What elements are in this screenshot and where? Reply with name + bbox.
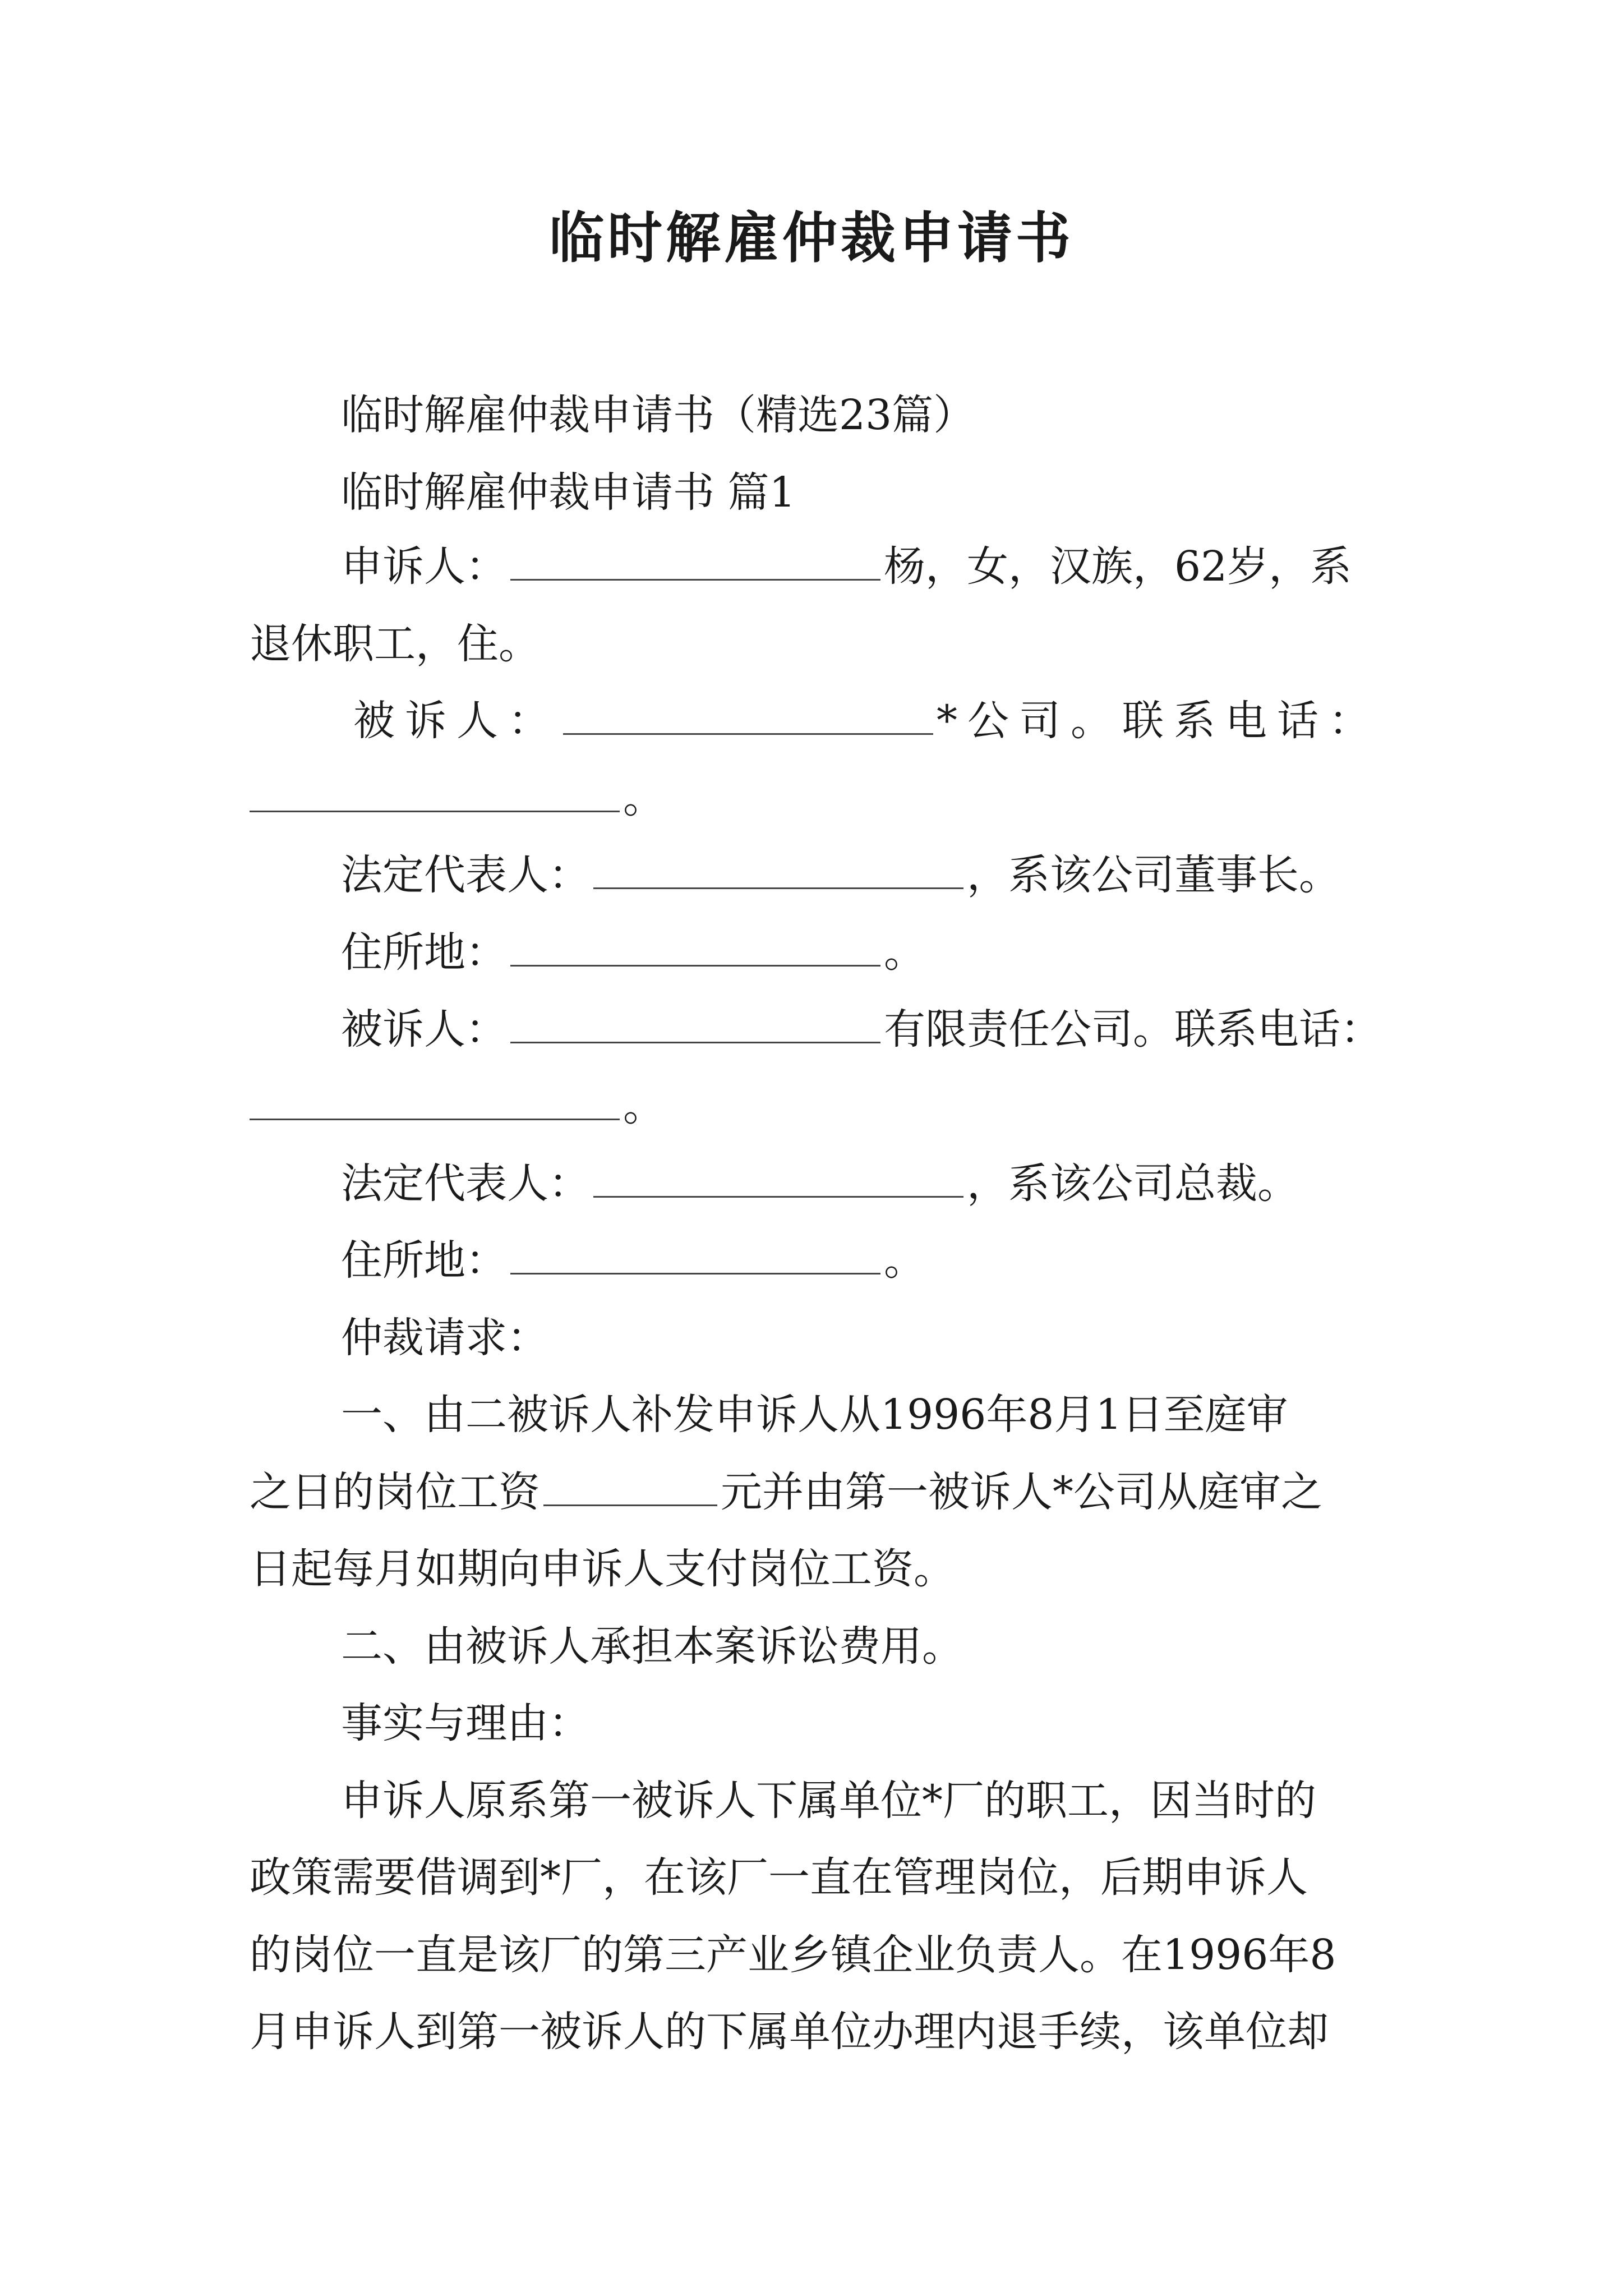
- respondent1-text: *公司。联系电话：: [937, 697, 1380, 745]
- rep1-text: ，系该公司董事长。: [967, 851, 1340, 899]
- respondent1-phone-blank[interactable]: [250, 776, 620, 812]
- claim1-line2a: 之日的岗位工资: [250, 1468, 540, 1516]
- facts-line: 政策需要借调到*厂，在该厂一直在管理岗位，后期申诉人: [250, 1853, 1308, 1902]
- rep1-line: [341, 847, 1340, 903]
- respondent2-text: 有限责任公司。联系电话：: [884, 1005, 1382, 1053]
- claim1-line1: 一、由二被诉人补发申诉人从1996年8月1日至庭审: [341, 1391, 1288, 1439]
- subtitle: 临时解雇仲裁申请书（精选23篇）: [341, 391, 975, 439]
- rep1-blank[interactable]: [593, 853, 963, 889]
- addr1-label: 住所地：: [341, 928, 507, 977]
- section-heading: 临时解雇仲裁申请书 篇1: [341, 468, 796, 517]
- claim2: 二、由被诉人承担本案诉讼费用。: [341, 1622, 963, 1671]
- respondent2-phone-blank[interactable]: [250, 1084, 620, 1120]
- facts-line: 的岗位一直是该厂的第三产业乡镇企业负责人。在1996年8: [250, 1931, 1336, 1979]
- facts-line: 申诉人原系第一被诉人下属单位*厂的职工，因当时的: [341, 1777, 1316, 1825]
- addr1-blank[interactable]: [510, 930, 880, 967]
- respondent2-label: 被诉人：: [341, 1005, 507, 1053]
- rep2-line: [341, 1156, 1299, 1212]
- rep2-blank[interactable]: [593, 1161, 963, 1198]
- applicant-line: [341, 539, 1352, 595]
- applicant-text: 杨，女，汉族，62岁，系: [884, 542, 1352, 591]
- respondent1-phone-line: [250, 770, 665, 826]
- respondent2-line: [341, 1001, 1382, 1057]
- wage-amount-blank[interactable]: [543, 1470, 717, 1506]
- addr2-label: 住所地：: [341, 1236, 507, 1285]
- claim1-line2b: 元并由第一被诉人*公司从庭审之: [721, 1468, 1322, 1516]
- addr2-line: [341, 1232, 925, 1289]
- respondent2-phone-end: 。: [623, 1082, 665, 1130]
- claim1-line2: [250, 1464, 1322, 1520]
- respondent1-line: [353, 693, 1380, 749]
- respondent1-phone-end: 。: [623, 774, 665, 822]
- rep2-text: ，系该公司总裁。: [967, 1159, 1299, 1208]
- document-title: 临时解雇仲裁申请书: [548, 206, 1074, 270]
- addr2-blank[interactable]: [510, 1238, 880, 1274]
- respondent1-name-blank[interactable]: [563, 698, 933, 735]
- facts-heading: 事实与理由：: [341, 1699, 590, 1747]
- respondent2-name-blank[interactable]: [510, 1007, 880, 1043]
- addr1-text: 。: [884, 928, 925, 977]
- applicant-label: 申诉人：: [341, 542, 507, 591]
- addr1-line: [341, 924, 925, 981]
- respondent2-phone-line: [250, 1078, 665, 1134]
- claims-heading: 仲裁请求：: [341, 1314, 548, 1362]
- rep1-label: 法定代表人：: [341, 851, 590, 899]
- applicant-line-cont: 退休职工，住。: [250, 620, 540, 668]
- facts-line: 月申诉人到第一被诉人的下属单位办理内退手续，该单位却: [250, 2008, 1329, 2056]
- rep2-label: 法定代表人：: [341, 1159, 590, 1208]
- applicant-name-blank[interactable]: [510, 544, 880, 581]
- addr2-text: 。: [884, 1236, 925, 1285]
- claim1-line3: 日起每月如期向申诉人支付岗位工资。: [250, 1545, 955, 1593]
- respondent1-label: 被诉人：: [353, 697, 560, 745]
